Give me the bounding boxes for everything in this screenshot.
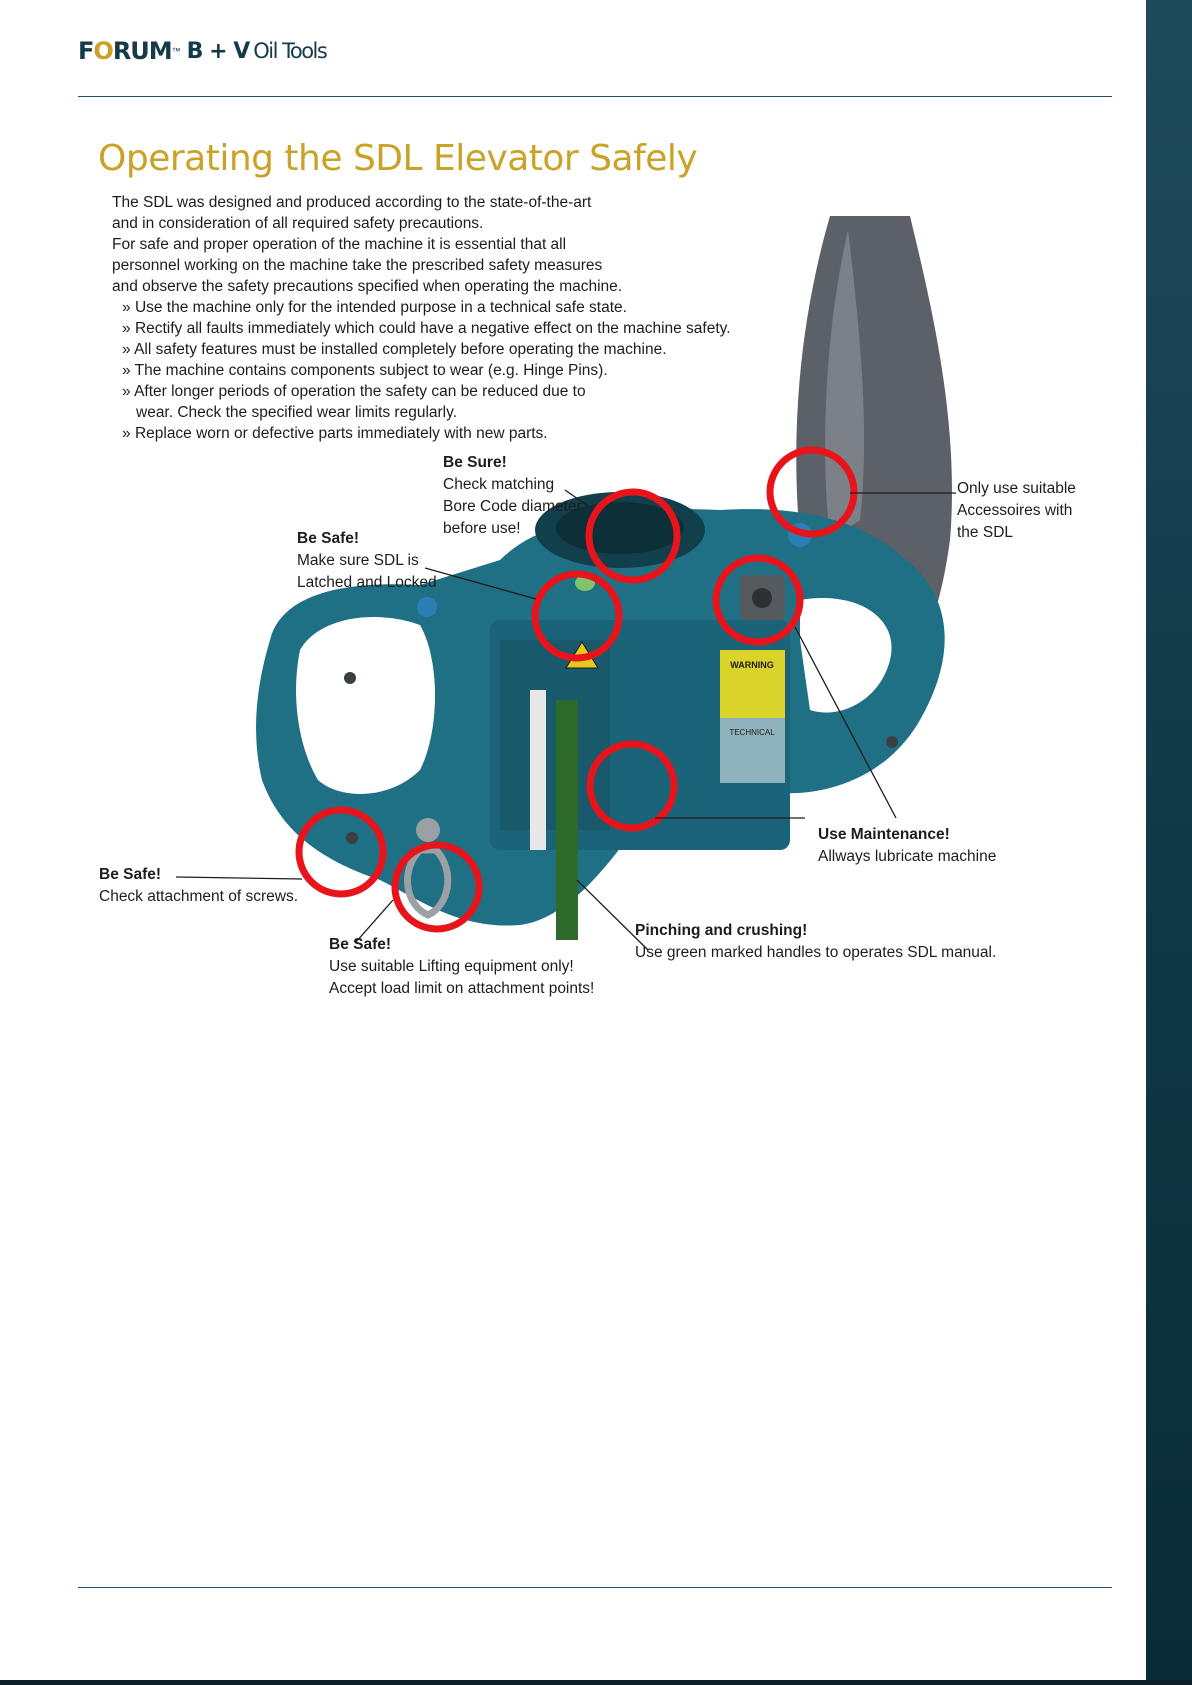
intro-line: For safe and proper operation of the machine it is essential that all [112, 236, 567, 253]
intro-line: personnel working on the machine take the prescribed safety measures [112, 257, 603, 274]
callout-lifting [329, 934, 594, 1000]
footer-rule [78, 1587, 1112, 1588]
logo-oil-tools: Oil Tools [253, 39, 327, 63]
intro-line: and in consideration of all required safety precautions. [112, 215, 484, 232]
callout-line: Make sure SDL is [297, 552, 419, 569]
callout-latched [297, 528, 437, 594]
callout-accessories [957, 478, 1076, 544]
callout-line: the SDL [957, 524, 1014, 541]
callout-heading: Be Safe! [99, 866, 162, 883]
callout-line: Check attachment of screws. [99, 888, 298, 905]
intro-line: and observe the safety precautions specified when operating the machine. [112, 278, 623, 295]
callout-pinching [635, 920, 996, 964]
warning-label: WARNING [730, 660, 774, 670]
safety-item: » All safety features must be installed completely before operating the machine. [112, 339, 792, 360]
callout-line: Accept load limit on attachment points! [329, 980, 595, 997]
safety-item: » The machine contains components subject to wear (e.g. Hinge Pins). [112, 360, 792, 381]
callout-heading: Be Safe! [297, 530, 360, 547]
side-bar [1146, 0, 1192, 1685]
callout-line: Bore Code diameter [443, 498, 582, 515]
safety-item: » Rectify all faults immediately which could have a negative effect on the machine safety. [112, 318, 792, 339]
callout-line: Latched and Locked [297, 574, 437, 591]
callout-line: before use! [443, 520, 521, 537]
callout-line: Use suitable Lifting equipment only! [329, 958, 574, 975]
callout-screws [99, 864, 298, 908]
callout-line: Use green marked handles to operates SDL manual. [635, 944, 997, 961]
callout-be-sure [443, 452, 582, 540]
safety-item: » Replace worn or defective parts immediately with new parts. [112, 423, 792, 444]
callout-heading: Pinching and crushing! [635, 922, 808, 939]
callout-heading: Be Safe! [329, 936, 392, 953]
callout-heading: Use Maintenance! [818, 826, 950, 843]
logo-trademark: ™ [171, 46, 181, 56]
callout-heading: Be Sure! [443, 454, 507, 471]
logo-forum: FORUM [78, 37, 172, 65]
tech-label: TECHNICAL [729, 728, 775, 737]
intro-line: The SDL was designed and produced according to the state-of-the-art [112, 194, 592, 211]
bottom-strip [0, 1680, 1192, 1685]
safety-item: » After longer periods of operation the safety can be reduced due to wear. Check the specified wear limits regularly. [112, 381, 626, 423]
safety-item: » Use the machine only for the intended purpose in a technical safe state. [112, 297, 792, 318]
green-handle [556, 700, 578, 940]
page-title: Operating the SDL Elevator Safely [98, 138, 698, 179]
callout-maintenance [818, 824, 996, 868]
callout-line: Check matching [443, 476, 555, 493]
callout-line: Only use suitable [957, 480, 1076, 497]
logo-bv: B + V [186, 38, 250, 64]
callout-line: Accessoires with [957, 502, 1073, 519]
callout-line: Allways lubricate machine [818, 848, 997, 865]
